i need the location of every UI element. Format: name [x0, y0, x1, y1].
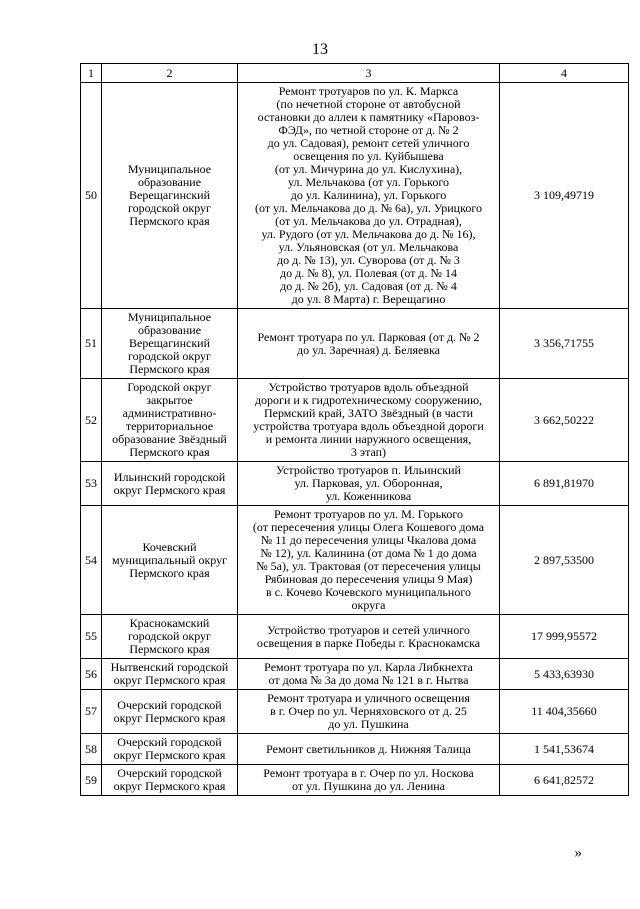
table-row — [81, 309, 629, 379]
table-row — [81, 379, 629, 462]
table-header-row — [81, 64, 629, 83]
amount-cell: 6 641,82572 — [500, 765, 629, 796]
amount-cell: 11 404,35660 — [500, 690, 629, 734]
table-row — [81, 765, 629, 796]
municipality-cell: Ильинский городской округ Пермского края — [102, 462, 238, 506]
data-table — [80, 63, 629, 796]
row-number: 57 — [81, 690, 102, 734]
row-number: 54 — [81, 506, 102, 615]
amount-cell: 3 109,49719 — [500, 83, 629, 309]
amount-cell: 5 433,63930 — [500, 659, 629, 690]
work-description-cell: Ремонт тротуаров по ул. К. Маркса (по нечетной стороне от автобусной остановки до аллеи к памятнику «Паровоз- ФЭД», по четной стороне от д. № 2 до ул. Садовая), ремонт сетей уличного освещения по ул. Куйбышева (от ул. Мичурина до ул. Кислухина), ул. Мельчакова (от ул. Горького до ул. Калинина), ул. Горького (от ул. Мельчакова до д. № 6а), ул. Урицкого (от ул. Мельчакова до ул. Отрадная), ул. Рудого (от ул. Мельчакова до д. № 16), ул. Ульяновская (от ул. Мельчакова до д. № 13), ул. Суворова (от д. № 3 до д. № 8), ул. Полевая (от д. № 14 до д. № 2б), ул. Садовая (от д. № 4 до ул. 8 Марта) г. Верещагино — [238, 83, 500, 309]
page-number: 13 — [312, 41, 328, 58]
work-description-cell: Ремонт тротуара по ул. Парковая (от д. № 2 до ул. Заречная) д. Беляевка — [238, 309, 500, 379]
municipality-cell: Очерский городской округ Пермского края — [102, 690, 238, 734]
amount-cell: 2 897,53500 — [500, 506, 629, 615]
column-header-4: 4 — [500, 64, 629, 83]
row-number: 55 — [81, 615, 102, 659]
column-header-2: 2 — [102, 64, 238, 83]
row-number: 51 — [81, 309, 102, 379]
table-row — [81, 734, 629, 765]
municipality-cell: Нытвенский городской округ Пермского края — [102, 659, 238, 690]
work-description-cell: Ремонт тротуара по ул. Карла Либкнехта от дома № 3а до дома № 121 в г. Нытва — [238, 659, 500, 690]
column-header-3: 3 — [238, 64, 500, 83]
municipality-cell: Очерский городской округ Пермского края — [102, 734, 238, 765]
row-number: 50 — [81, 83, 102, 309]
work-description-cell: Ремонт светильников д. Нижняя Талица — [238, 734, 500, 765]
table-row — [81, 659, 629, 690]
row-number: 53 — [81, 462, 102, 506]
column-header-1: 1 — [81, 64, 102, 83]
municipality-cell: Городской округ закрытое административно- территориальное образование Звёздный Пермского края — [102, 379, 238, 462]
municipality-cell: Муниципальное образование Верещагинский городской округ Пермского края — [102, 83, 238, 309]
work-description-cell: Ремонт тротуара и уличного освещения в г. Очер по ул. Черняховского от д. 25 до ул. Пушкина — [238, 690, 500, 734]
amount-cell: 6 891,81970 — [500, 462, 629, 506]
municipality-cell: Кочевский муниципальный округ Пермского края — [102, 506, 238, 615]
amount-cell: 17 999,95572 — [500, 615, 629, 659]
work-description-cell: Устройство тротуаров вдоль объездной дороги и к гидротехническому сооружению, Пермский край, ЗАТО Звёздный (в части устройства тротуара вдоль объездной дороги и ремонта линии наружного освещения, 3 этап) — [238, 379, 500, 462]
work-description-cell: Ремонт тротуаров по ул. М. Горького (от пересечения улицы Олега Кошевого дома № 11 до пересечения улицы Чкалова дома № 12), ул. Калинина (от дома № 1 до дома № 5а), ул. Трактовая (от пересечения улицы Рябиновая до пересечения улицы 9 Мая) в с. Кочево Кочевского муниципального округа — [238, 506, 500, 615]
municipality-cell: Очерский городской округ Пермского края — [102, 765, 238, 796]
work-description-cell: Устройство тротуаров п. Ильинский ул. Парковая, ул. Оборонная, ул. Коженникова — [238, 462, 500, 506]
table-row — [81, 506, 629, 615]
amount-cell: 3 356,71755 — [500, 309, 629, 379]
row-number: 59 — [81, 765, 102, 796]
municipality-cell: Муниципальное образование Верещагинский городской округ Пермского края — [102, 309, 238, 379]
row-number: 58 — [81, 734, 102, 765]
table-row — [81, 690, 629, 734]
row-number: 52 — [81, 379, 102, 462]
amount-cell: 1 541,53674 — [500, 734, 629, 765]
work-description-cell: Устройство тротуаров и сетей уличного освещения в парке Победы г. Краснокамска — [238, 615, 500, 659]
work-description-cell: Ремонт тротуара в г. Очер по ул. Носкова от ул. Пушкина до ул. Ленина — [238, 765, 500, 796]
table-row — [81, 462, 629, 506]
closing-quote: » — [574, 845, 582, 861]
row-number: 56 — [81, 659, 102, 690]
table-row — [81, 615, 629, 659]
municipality-cell: Краснокамский городской округ Пермского края — [102, 615, 238, 659]
table-row — [81, 83, 629, 309]
amount-cell: 3 662,50222 — [500, 379, 629, 462]
